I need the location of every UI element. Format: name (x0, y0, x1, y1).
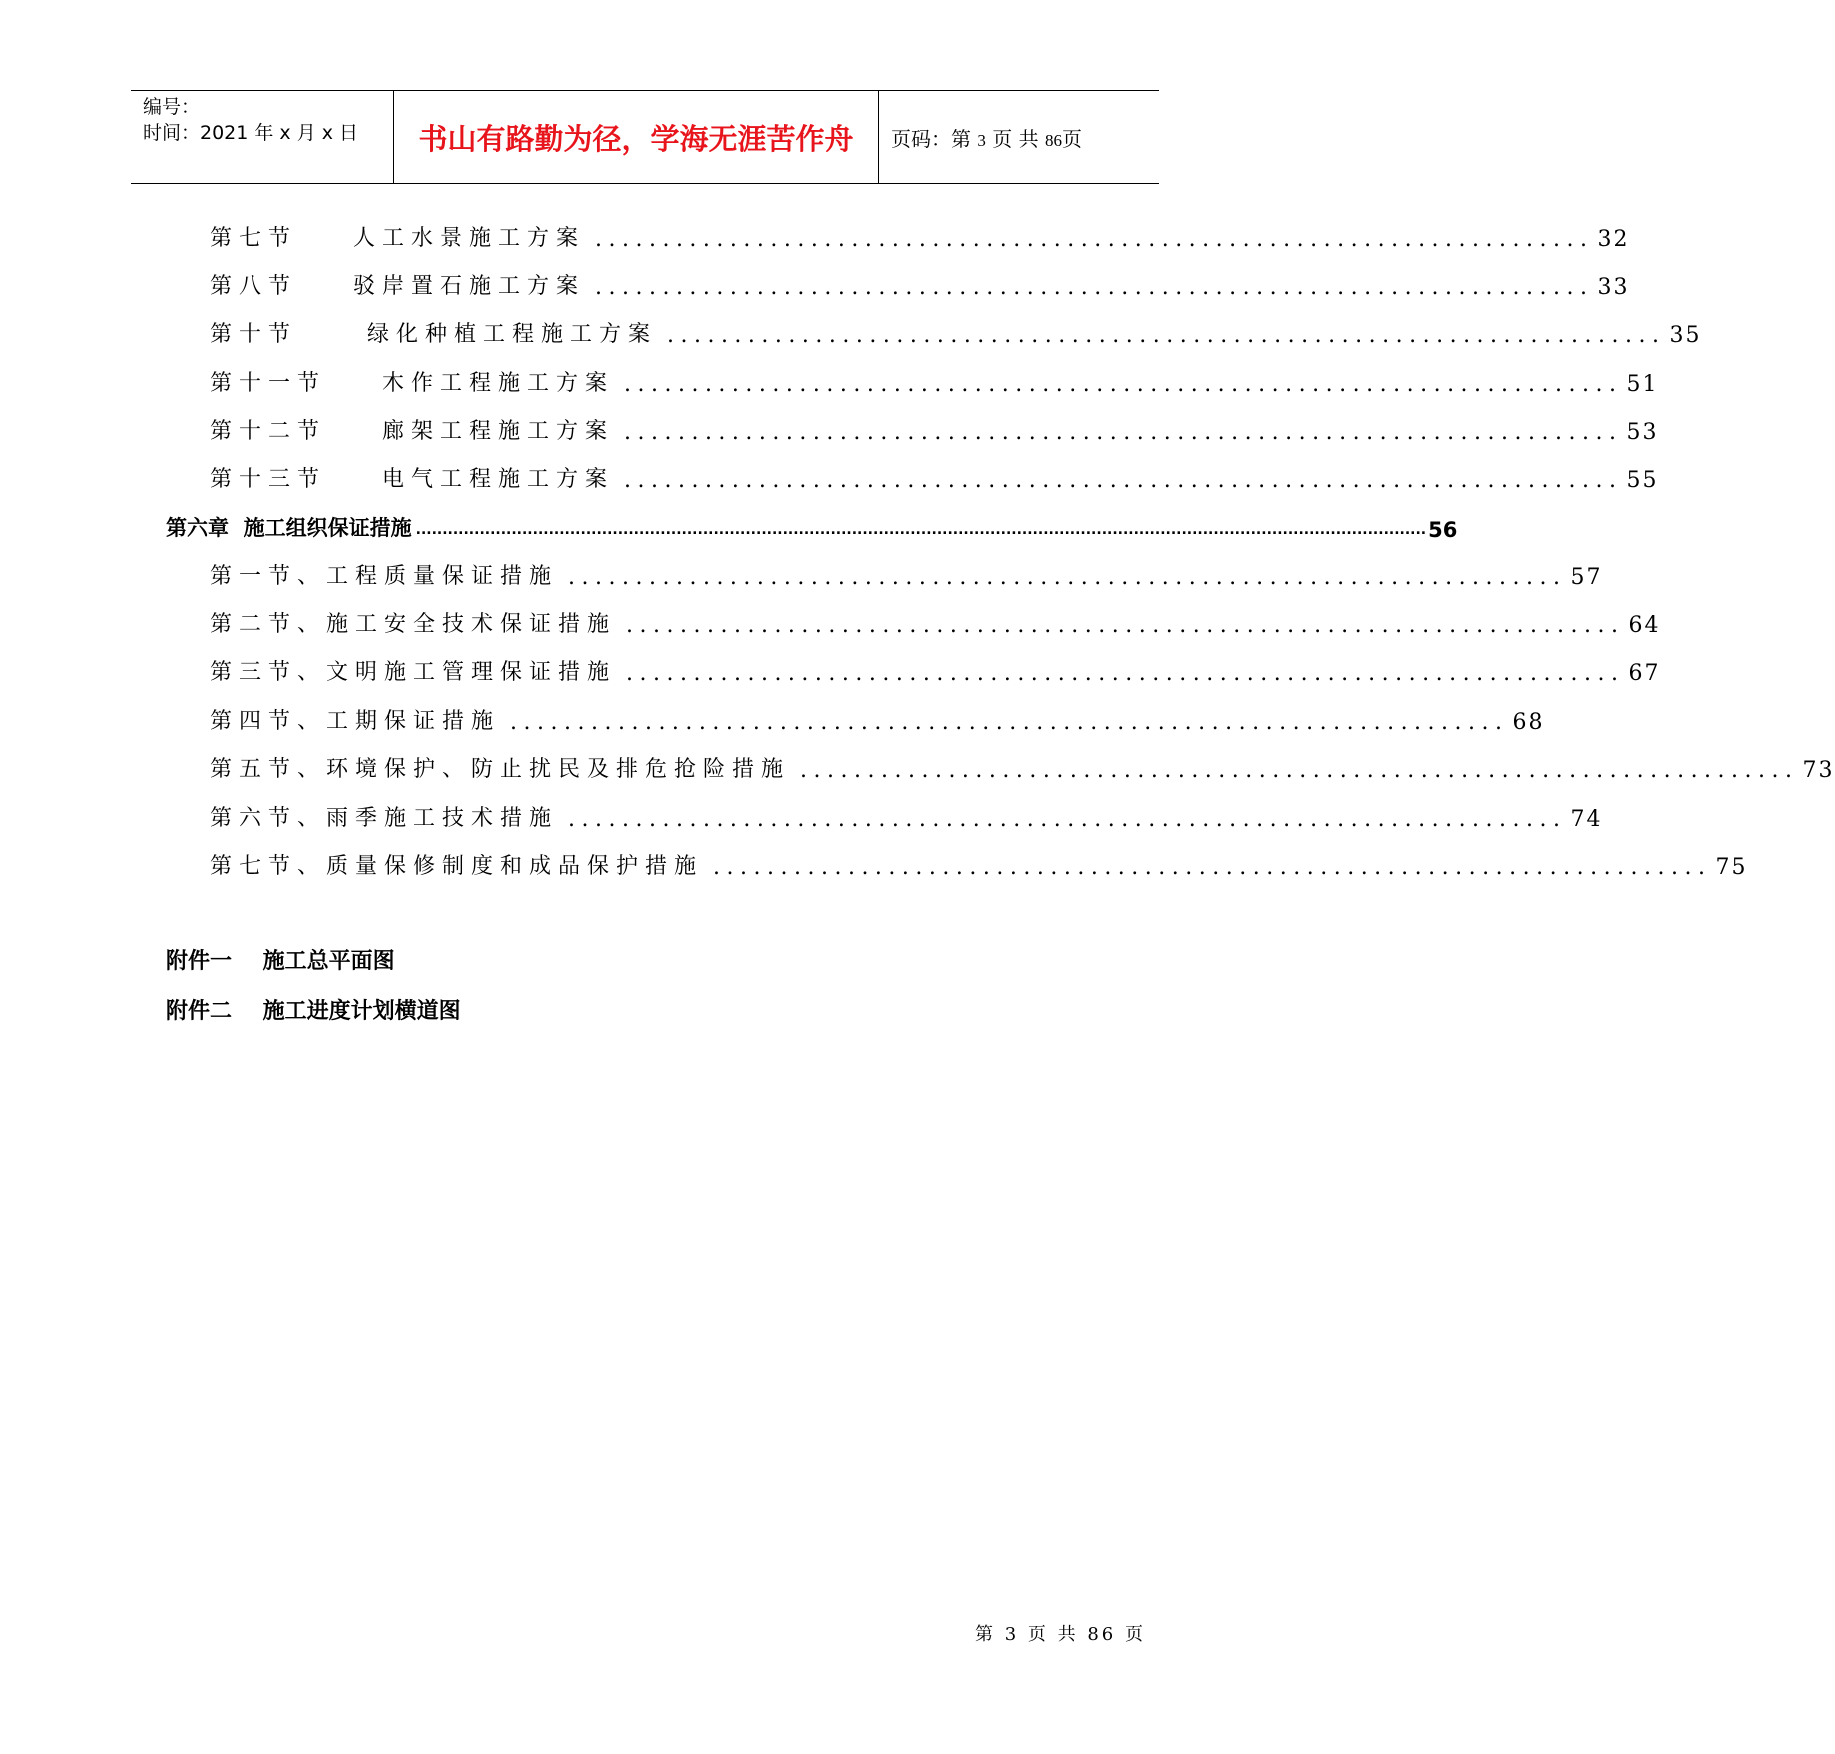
header-motto-cell (393, 91, 879, 183)
toc-dot-leader: .............................................................................................................................................................................................. (415, 522, 1427, 538)
toc-entry-page: 55 (1626, 468, 1659, 493)
document-date: 时间：2021 年 x 月 x 日 (143, 122, 359, 144)
toc-entry-title: 第七节 人工水景施工方案 (210, 226, 585, 251)
toc-entry-page: 67 (1628, 661, 1661, 686)
toc-dot-leader: .......................................................................... (510, 710, 1509, 735)
header-page-code (891, 123, 1082, 152)
toc-entry[interactable] (210, 701, 1545, 735)
page-code-total: 86 (1044, 131, 1062, 150)
page-code-current: 3 (977, 131, 986, 150)
toc-entry[interactable] (210, 411, 1659, 445)
header-info-cell (131, 91, 393, 183)
toc-entry[interactable] (210, 798, 1603, 832)
toc-dot-leader: .......................................................................... (568, 565, 1567, 590)
toc-dot-leader: .......................................................................... (594, 227, 1594, 252)
toc-entry[interactable] (210, 314, 1702, 348)
toc-dot-leader: .......................................................................... (666, 323, 1666, 348)
appendix-item[interactable]: 附件一 施工总平面图 (166, 949, 395, 974)
page-footer-number: 第 3 页 共 86 页 (975, 1624, 1146, 1645)
toc-entry-page: 32 (1597, 227, 1630, 252)
toc-entry-page: 74 (1570, 807, 1603, 832)
toc-entry-page: 33 (1597, 275, 1630, 300)
toc-entry[interactable] (210, 218, 1630, 252)
toc-entry-title: 第三节、文明施工管理保证措施 (210, 660, 617, 685)
toc-dot-leader: .......................................................................... (626, 661, 1625, 686)
toc-chapter-title: 第六章 施工组织保证措施 (166, 516, 412, 540)
toc-entry[interactable] (210, 749, 1835, 783)
toc-entry-title: 第八节 驳岸置石施工方案 (210, 274, 585, 299)
toc-entry[interactable] (210, 652, 1661, 686)
toc-chapter-page: 56 (1428, 518, 1458, 542)
toc-entry-title: 第十三节 电气工程施工方案 (210, 467, 614, 492)
toc-dot-leader: .......................................................................... (626, 613, 1625, 638)
toc-entry-title: 第二节、施工安全技术保证措施 (210, 612, 617, 637)
toc-entry-page: 73 (1802, 758, 1835, 783)
toc-entry-page: 53 (1626, 420, 1659, 445)
toc-dot-leader: .......................................................................... (623, 420, 1623, 445)
toc-dot-leader: .......................................................................... (568, 807, 1567, 832)
document-number-label: 编号： (143, 96, 201, 118)
toc-entry-title: 第一节、工程质量保证措施 (210, 564, 559, 589)
toc-entry-title: 第六节、雨季施工技术措施 (210, 806, 559, 831)
toc-entry-title: 第十二节 廊架工程施工方案 (210, 419, 614, 444)
toc-entry-title: 第十节 绿化种植工程施工方案 (210, 322, 657, 347)
page-code-suffix: 页 (1061, 127, 1082, 151)
page-code-mid: 页 共 (992, 127, 1039, 151)
toc-entry-page: 64 (1628, 613, 1661, 638)
toc-dot-leader: .......................................................................... (623, 372, 1623, 397)
header-page-cell (879, 91, 1159, 183)
toc-entry-title: 第五节、环境保护、防止扰民及排危抢险措施 (210, 757, 791, 782)
toc-chapter-entry[interactable] (166, 508, 1458, 542)
toc-entry[interactable] (210, 846, 1748, 880)
toc-dot-leader: .......................................................................... (623, 468, 1623, 493)
appendix-item[interactable]: 附件二 施工进度计划横道图 (166, 999, 461, 1024)
toc-entry-title: 第七节、质量保修制度和成品保护措施 (210, 854, 704, 879)
toc-dot-leader: .......................................................................... (713, 855, 1712, 880)
toc-entry[interactable] (210, 556, 1603, 590)
toc-dot-leader: .......................................................................... (594, 275, 1594, 300)
toc-entry[interactable] (210, 459, 1659, 493)
toc-entry-page: 51 (1626, 372, 1659, 397)
toc-entry[interactable] (210, 604, 1661, 638)
toc-entry-page: 35 (1669, 323, 1702, 348)
toc-dot-leader: .......................................................................... (800, 758, 1799, 783)
toc-entry[interactable] (210, 266, 1630, 300)
toc-entry-page: 75 (1715, 855, 1748, 880)
toc-entry-title: 第四节、工期保证措施 (210, 709, 501, 734)
toc-entry[interactable] (210, 363, 1659, 397)
toc-entry-page: 68 (1512, 710, 1545, 735)
header-motto: 书山有路勤为径，学海无涯苦作舟 (418, 122, 854, 156)
toc-entry-title: 第十一节 木作工程施工方案 (210, 371, 614, 396)
page-header (131, 90, 1159, 184)
page-code-prefix: 页码：第 (891, 127, 971, 151)
toc-entry-page: 57 (1570, 565, 1603, 590)
